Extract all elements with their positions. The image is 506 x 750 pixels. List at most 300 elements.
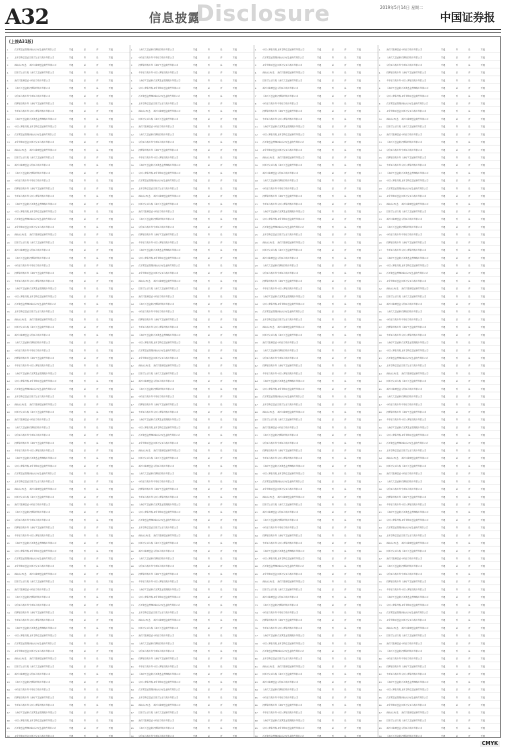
table-cell: 上海好买基金销售有限公司 xyxy=(153,234,179,237)
table-cell: 开通 xyxy=(356,396,361,399)
table-cell: 是 xyxy=(344,304,347,307)
table-cell: 开通 xyxy=(69,203,74,206)
table-cell: 否 xyxy=(344,373,347,376)
table-cell: 北京肯特瑞基金 xyxy=(386,704,401,707)
table-cell: 是 xyxy=(344,242,347,245)
table-cell: 上海天天基金销 xyxy=(262,180,277,183)
table-cell: 74 xyxy=(7,612,10,615)
table-cell: 开通 xyxy=(69,49,74,52)
table-cell: 14 xyxy=(379,149,382,152)
table-cell: 蚂蚁(杭州)基 xyxy=(14,489,27,492)
table-cell: 北京肯特瑞基金销售有限公司 xyxy=(277,219,305,222)
table-cell: 华泰证券股份有 xyxy=(386,419,401,422)
table-cell: 63 xyxy=(131,527,134,530)
table-cell: 汇添富基金管理 xyxy=(386,273,401,276)
table-cell: 开通 xyxy=(69,388,74,391)
table-cell: 开通 xyxy=(356,465,361,468)
table-cell: 北京肯特瑞基金 xyxy=(262,489,277,492)
table-cell: 是 xyxy=(468,280,471,283)
table-cell: 82 xyxy=(379,674,382,677)
table-cell: 上海好买基金销售有限公司 xyxy=(401,581,427,584)
table-cell: 开通 xyxy=(356,250,361,253)
table-cell: 是 xyxy=(468,512,471,515)
table-cell: 开通 xyxy=(69,504,74,507)
table-cell: 蚂蚁(杭州)基金销售有限公司 xyxy=(153,180,180,183)
table-cell: 中信证券股份有限公司 xyxy=(277,427,299,430)
issue-date: 2019年5月14日 星期二 xyxy=(380,5,424,10)
table-cell: 汇添富基金管理 xyxy=(386,103,401,106)
table-cell: 否 xyxy=(96,311,99,314)
table-cell: 开通 xyxy=(480,643,485,646)
table-cell: 82 xyxy=(131,674,134,677)
table-cell: 开通 xyxy=(317,157,322,160)
table-cell: 否 xyxy=(220,489,223,492)
table-cell: 中信证券股份有限公司 xyxy=(401,473,423,476)
table-cell: 国泰君安证券股 xyxy=(262,419,277,422)
table-cell: 9 xyxy=(255,111,257,114)
table-cell: 开通 xyxy=(317,450,322,453)
table-cell: 开通 xyxy=(232,411,237,414)
table-cell: 是 xyxy=(455,489,458,492)
table-cell: 41 xyxy=(131,357,134,360)
table-cell: 中信证券股份有限公司 xyxy=(153,211,175,214)
table-cell: 华泰证券股份有限公司 xyxy=(277,188,299,191)
table-cell: 是 xyxy=(207,242,210,245)
table-cell: 国泰君安证券股份有限公司 xyxy=(29,142,55,145)
table-cell: 汇添富基金管理 xyxy=(386,527,401,530)
table-cell: 开通 xyxy=(441,681,446,684)
table-cell: 否 xyxy=(220,149,223,152)
table-cell: 开通 xyxy=(480,419,485,422)
table-cell: 是 xyxy=(96,288,99,291)
table-cell: 开通 xyxy=(232,581,237,584)
table-cell: 否 xyxy=(207,203,210,206)
table-cell: 开通 xyxy=(232,350,237,353)
table-cell: 开通 xyxy=(317,581,322,584)
table-cell: 3 xyxy=(7,64,9,67)
table-cell: 否 xyxy=(207,435,210,438)
table-cell: 开通 xyxy=(232,573,237,576)
table-cell: 开通 xyxy=(356,612,361,615)
table-cell: 是 xyxy=(455,643,458,646)
table-cell: 国泰君安证券股份有限公司 xyxy=(153,697,179,700)
table-cell: 否 xyxy=(344,234,347,237)
table-cell: 55 xyxy=(379,465,382,468)
table-cell: 否 xyxy=(468,704,471,707)
table-cell: 北京肯特瑞基金销售有限公司 xyxy=(277,134,305,137)
table-cell: 国泰君安证券股 xyxy=(14,157,29,160)
table-cell: 否 xyxy=(207,450,210,453)
table-cell: 是 xyxy=(455,288,458,291)
table-cell: 是 xyxy=(331,728,334,731)
table-cell: 汇添富基金管理股份有限公司 xyxy=(277,720,305,723)
table-cell: 72 xyxy=(255,597,258,600)
table-cell: 上海好买基金销售有限公司 xyxy=(153,149,179,152)
table-cell: 开通 xyxy=(108,465,113,468)
table-cell: 62 xyxy=(131,519,134,522)
table-cell: 是 xyxy=(83,357,86,360)
table-cell: 45 xyxy=(379,388,382,391)
table-cell: 开通 xyxy=(480,496,485,499)
table-cell: 是 xyxy=(220,697,223,700)
table-cell: 招商银行股份有 xyxy=(138,573,153,576)
table-cell: 上海天天基金销 xyxy=(138,134,153,137)
table-cell: 开通 xyxy=(193,126,198,129)
table-cell: 否 xyxy=(468,643,471,646)
table-cell: 开通 xyxy=(232,288,237,291)
table-cell: 开通 xyxy=(317,373,322,376)
table-cell: 开通 xyxy=(317,350,322,353)
table-cell: 招商银行股份有限公司 xyxy=(29,427,51,430)
table-cell: 开通 xyxy=(480,157,485,160)
table-cell: 北京肯特瑞基金销售有限公司 xyxy=(153,88,181,91)
table-cell: 40 xyxy=(379,350,382,353)
table-cell: 国泰君安证券股份有限公司 xyxy=(277,234,303,237)
table-cell: 87 xyxy=(131,712,134,715)
table-cell: 蚂蚁(杭州)基金销售有限公司 xyxy=(29,219,56,222)
table-cell: 国泰君安证券股份有限公司 xyxy=(277,489,303,492)
table-cell: 中信证券股份有 xyxy=(262,442,277,445)
table-cell: 否 xyxy=(455,681,458,684)
table-cell: 华泰证券股份有 xyxy=(14,620,29,623)
table-cell: 是 xyxy=(207,458,210,461)
table-cell: 是 xyxy=(468,219,471,222)
table-cell: 否 xyxy=(207,265,210,268)
table-cell: 中信证券股份有 xyxy=(14,180,29,183)
table-cell: 开通 xyxy=(356,64,361,67)
table-cell: 开通 xyxy=(69,149,74,152)
table-cell: 招商银行股份有限公司 xyxy=(29,597,51,600)
table-cell: 是 xyxy=(207,627,210,630)
table-cell: 否 xyxy=(468,304,471,307)
table-cell: 26 xyxy=(255,242,258,245)
table-cell: 开通 xyxy=(441,643,446,646)
table-cell: 否 xyxy=(344,126,347,129)
table-cell: 否 xyxy=(207,157,210,160)
table-cell: 汇添富基金管理 xyxy=(138,350,153,353)
table-cell: 是 xyxy=(96,473,99,476)
table-cell: 上海好买基金销 xyxy=(138,419,153,422)
table-cell: 否 xyxy=(220,257,223,260)
table-cell: 开通 xyxy=(441,265,446,268)
table-cell: 89 xyxy=(131,728,134,731)
table-cell: 开通 xyxy=(356,196,361,199)
table-cell: 否 xyxy=(344,512,347,515)
table-cell: 开通 xyxy=(441,242,446,245)
table-cell: 招商银行股份有 xyxy=(138,404,153,407)
table-cell: 75 xyxy=(379,620,382,623)
table-cell: 开通 xyxy=(232,527,237,530)
table-cell: 是 xyxy=(468,465,471,468)
table-cell: 开通 xyxy=(480,257,485,260)
table-cell: 否 xyxy=(331,597,334,600)
table-cell: 招商银行股份有 xyxy=(14,273,29,276)
table-cell: 是 xyxy=(96,442,99,445)
table-cell: 否 xyxy=(96,512,99,515)
table-cell: 是 xyxy=(207,597,210,600)
table-cell: 北京肯特瑞基金销售有限公司 xyxy=(29,381,57,384)
table-cell: 否 xyxy=(455,697,458,700)
table-cell: 上海好买基金销 xyxy=(138,674,153,677)
table-cell: 开通 xyxy=(441,504,446,507)
table-cell: 否 xyxy=(83,103,86,106)
table-cell: 北京肯特瑞基金销售有限公司 xyxy=(277,558,305,561)
table-cell: 开通 xyxy=(441,450,446,453)
table-cell: 上海天天基金销售有限公司 xyxy=(29,496,55,499)
table-cell: 否 xyxy=(207,527,210,530)
table-cell: 是 xyxy=(468,296,471,299)
table-cell: 开通 xyxy=(317,319,322,322)
table-cell: 21 xyxy=(255,203,258,206)
table-cell: 否 xyxy=(468,319,471,322)
table-cell: 67 xyxy=(379,558,382,561)
table-cell: 16 xyxy=(255,165,258,168)
table-cell: 否 xyxy=(220,643,223,646)
table-cell: 54 xyxy=(255,458,258,461)
table-cell: 31 xyxy=(255,280,258,283)
table-cell: 否 xyxy=(220,304,223,307)
table-cell: 开通 xyxy=(232,142,237,145)
table-cell: 否 xyxy=(207,280,210,283)
table-cell: 招商银行股份有限公司 xyxy=(401,396,423,399)
table-cell: 69 xyxy=(131,573,134,576)
table-cell: 开通 xyxy=(108,589,113,592)
table-cell: 开通 xyxy=(356,458,361,461)
table-cell: 51 xyxy=(7,435,10,438)
table-cell: 中国工商银行股 xyxy=(262,304,277,307)
table-cell: 开通 xyxy=(480,357,485,360)
table-cell: 招商银行股份有限公司 xyxy=(153,134,175,137)
table-cell: 10 xyxy=(255,118,258,121)
table-cell: 华泰证券股份有限公司 xyxy=(153,566,175,569)
table-cell: 中信证券股份有限公司 xyxy=(153,720,175,723)
table-cell: 开通 xyxy=(480,697,485,700)
table-cell: 83 xyxy=(379,681,382,684)
table-cell: 中信证券股份有限公司 xyxy=(29,674,51,677)
table-cell: 开通 xyxy=(317,396,322,399)
table-cell: 开通 xyxy=(193,535,198,538)
table-cell: 上海好买基金销 xyxy=(386,257,401,260)
table-cell: 27 xyxy=(379,250,382,253)
table-cell: 国泰君安证券股份有限公司 xyxy=(29,735,55,738)
table-cell: 浙江同花顺基金销售有限公司 xyxy=(153,704,181,707)
table-cell: 是 xyxy=(220,327,223,330)
table-cell: 国泰君安证券股份有限公司 xyxy=(401,365,427,368)
table-cell: 是 xyxy=(344,257,347,260)
table-cell: 中信证券股份有 xyxy=(262,612,277,615)
table-cell: 是 xyxy=(468,681,471,684)
table-cell: 是 xyxy=(331,172,334,175)
table-cell: 否 xyxy=(96,126,99,129)
table-cell: 55 xyxy=(131,465,134,468)
table-cell: 否 xyxy=(455,404,458,407)
table-cell: 开通 xyxy=(108,681,113,684)
table-cell: 53 xyxy=(131,450,134,453)
table-cell: 招商银行股份有 xyxy=(14,188,29,191)
table-cell: 开通 xyxy=(317,404,322,407)
table-cell: 中信证券股份有限公司 xyxy=(29,419,51,422)
table-cell: 25 xyxy=(379,234,382,237)
table-cell: 开通 xyxy=(480,64,485,67)
table-cell: 是 xyxy=(331,543,334,546)
table-cell: 招商银行股份有 xyxy=(262,535,277,538)
table-cell: 29 xyxy=(379,265,382,268)
table-cell: 开通 xyxy=(69,64,74,67)
table-cell: 开通 xyxy=(317,612,322,615)
table-cell: 中国工商银行股份有限公司 xyxy=(29,704,55,707)
table-cell: 华泰证券股份有限公司 xyxy=(29,435,51,438)
table-cell: 开通 xyxy=(317,697,322,700)
table-cell: 是 xyxy=(96,118,99,121)
table-cell: 开通 xyxy=(232,265,237,268)
table-cell: 开通 xyxy=(356,172,361,175)
table-cell: 汇添富基金管理 xyxy=(262,651,277,654)
table-cell: 25 xyxy=(255,234,258,237)
table-cell: 北京肯特瑞基金 xyxy=(386,450,401,453)
table-cell: 是 xyxy=(83,95,86,98)
table-cell: 是 xyxy=(220,219,223,222)
table-cell: 是 xyxy=(344,381,347,384)
table-cell: 华泰证券股份有 xyxy=(14,450,29,453)
table-cell: 开通 xyxy=(441,573,446,576)
table-cell: 开通 xyxy=(480,49,485,52)
table-cell: 蚂蚁(杭州)基金销售有限公司 xyxy=(153,95,180,98)
table-cell: 开通 xyxy=(232,558,237,561)
table-cell: 否 xyxy=(331,612,334,615)
table-cell: 开通 xyxy=(69,211,74,214)
table-cell: 否 xyxy=(96,543,99,546)
table-cell: 开通 xyxy=(108,712,113,715)
table-cell: 否 xyxy=(344,250,347,253)
table-cell: 开通 xyxy=(441,342,446,345)
table-cell: 11 xyxy=(379,126,382,129)
table-cell: 否 xyxy=(207,311,210,314)
table-cell: 开通 xyxy=(193,203,198,206)
table-cell: 是 xyxy=(96,180,99,183)
table-cell: 开通 xyxy=(356,635,361,638)
table-cell: 是 xyxy=(220,80,223,83)
table-cell: 招商银行股份有 xyxy=(262,196,277,199)
table-cell: 汇添富基金管理 xyxy=(262,396,277,399)
table-cell: 中国工商银行股份有限公司 xyxy=(401,504,427,507)
table-cell: 开通 xyxy=(108,226,113,229)
table-cell: 浙江同花顺基金 xyxy=(386,643,401,646)
table-cell: 是 xyxy=(331,651,334,654)
table-cell: 开通 xyxy=(480,465,485,468)
table-cell: 67 xyxy=(7,558,10,561)
table-cell: 上海好买基金销 xyxy=(14,627,29,630)
table-cell: 北京肯特瑞基金 xyxy=(14,566,29,569)
table-cell: 开通 xyxy=(232,504,237,507)
table-cell: 否 xyxy=(468,242,471,245)
table-cell: 北京肯特瑞基金 xyxy=(386,196,401,199)
table-cell: 开通 xyxy=(441,404,446,407)
table-cell: 是 xyxy=(83,558,86,561)
table-cell: 开通 xyxy=(232,396,237,399)
table-cell: 北京肯特瑞基金销售有限公司 xyxy=(29,211,57,214)
table-cell: 11 xyxy=(131,126,134,129)
table-cell: 华泰证券股份有限公司 xyxy=(29,350,51,353)
table-cell: 65 xyxy=(255,543,258,546)
table-cell: 开通 xyxy=(108,350,113,353)
table-cell: 19 xyxy=(131,188,134,191)
table-cell: 开通 xyxy=(317,288,322,291)
table-cell: 是 xyxy=(83,327,86,330)
table-cell: 开通 xyxy=(317,126,322,129)
table-cell: 开通 xyxy=(69,635,74,638)
table-cell: 74 xyxy=(131,612,134,615)
table-cell: 是 xyxy=(331,666,334,669)
table-cell: 开通 xyxy=(69,311,74,314)
table-cell: 国泰君安证券股份有限公司 xyxy=(401,535,427,538)
table-cell: 否 xyxy=(455,342,458,345)
table-cell: 62 xyxy=(255,519,258,522)
table-cell: 否 xyxy=(220,273,223,276)
table-cell: 汇添富基金管理股份有限公司 xyxy=(29,458,57,461)
table-cell: 否 xyxy=(331,535,334,538)
table-cell: 开通 xyxy=(232,543,237,546)
table-cell: 开通 xyxy=(356,88,361,91)
table-cell: 否 xyxy=(331,304,334,307)
table-cell: 蚂蚁(杭州)基金销售有限公司 xyxy=(29,728,56,731)
table-cell: 蚂蚁(杭州)基 xyxy=(386,203,399,206)
table-cell: 汇添富基金管理 xyxy=(138,265,153,268)
table-cell: 否 xyxy=(220,72,223,75)
table-cell: 开通 xyxy=(232,304,237,307)
table-cell: 开通 xyxy=(108,296,113,299)
table-cell: 开通 xyxy=(356,481,361,484)
table-cell: 开通 xyxy=(69,72,74,75)
table-cell: 50 xyxy=(255,427,258,430)
table-cell: 浙江同花顺基金销售有限公司 xyxy=(277,581,305,584)
table-cell: 17 xyxy=(131,172,134,175)
table-cell: 是 xyxy=(207,334,210,337)
table-cell: 50 xyxy=(131,427,134,430)
table-cell: 否 xyxy=(344,111,347,114)
table-cell: 北京肯特瑞基金销售有限公司 xyxy=(277,49,305,52)
table-cell: 是 xyxy=(468,635,471,638)
table-cell: 开通 xyxy=(356,419,361,422)
table-cell: 开通 xyxy=(317,95,322,98)
table-cell: 开通 xyxy=(441,550,446,553)
table-cell: 否 xyxy=(83,704,86,707)
table-cell: 开通 xyxy=(480,388,485,391)
table-cell: 21 xyxy=(379,203,382,206)
table-cell: 开通 xyxy=(480,180,485,183)
table-cell: 43 xyxy=(131,373,134,376)
table-cell: 12 xyxy=(379,134,382,137)
table-cell: 是 xyxy=(468,697,471,700)
table-cell: 开通 xyxy=(480,234,485,237)
table-cell: 是 xyxy=(207,581,210,584)
table-cell: 否 xyxy=(220,597,223,600)
table-cell: 开通 xyxy=(232,64,237,67)
table-cell: 北京肯特瑞基金 xyxy=(14,481,29,484)
table-cell: 是 xyxy=(96,257,99,260)
table-cell: 开通 xyxy=(480,566,485,569)
table-cell: 78 xyxy=(255,643,258,646)
table-cell: 是 xyxy=(468,527,471,530)
table-cell: 是 xyxy=(96,196,99,199)
table-cell: 46 xyxy=(255,396,258,399)
table-cell: 招商银行股份有限公司 xyxy=(401,57,423,60)
table-cell: 开通 xyxy=(108,735,113,738)
table-cell: 15 xyxy=(7,157,10,160)
table-cell: 上海好买基金销 xyxy=(262,465,277,468)
table-cell: 中国工商银行股份有限公司 xyxy=(29,450,55,453)
table-cell: 中国工商银行股 xyxy=(138,597,153,600)
table-cell: 开通 xyxy=(69,435,74,438)
